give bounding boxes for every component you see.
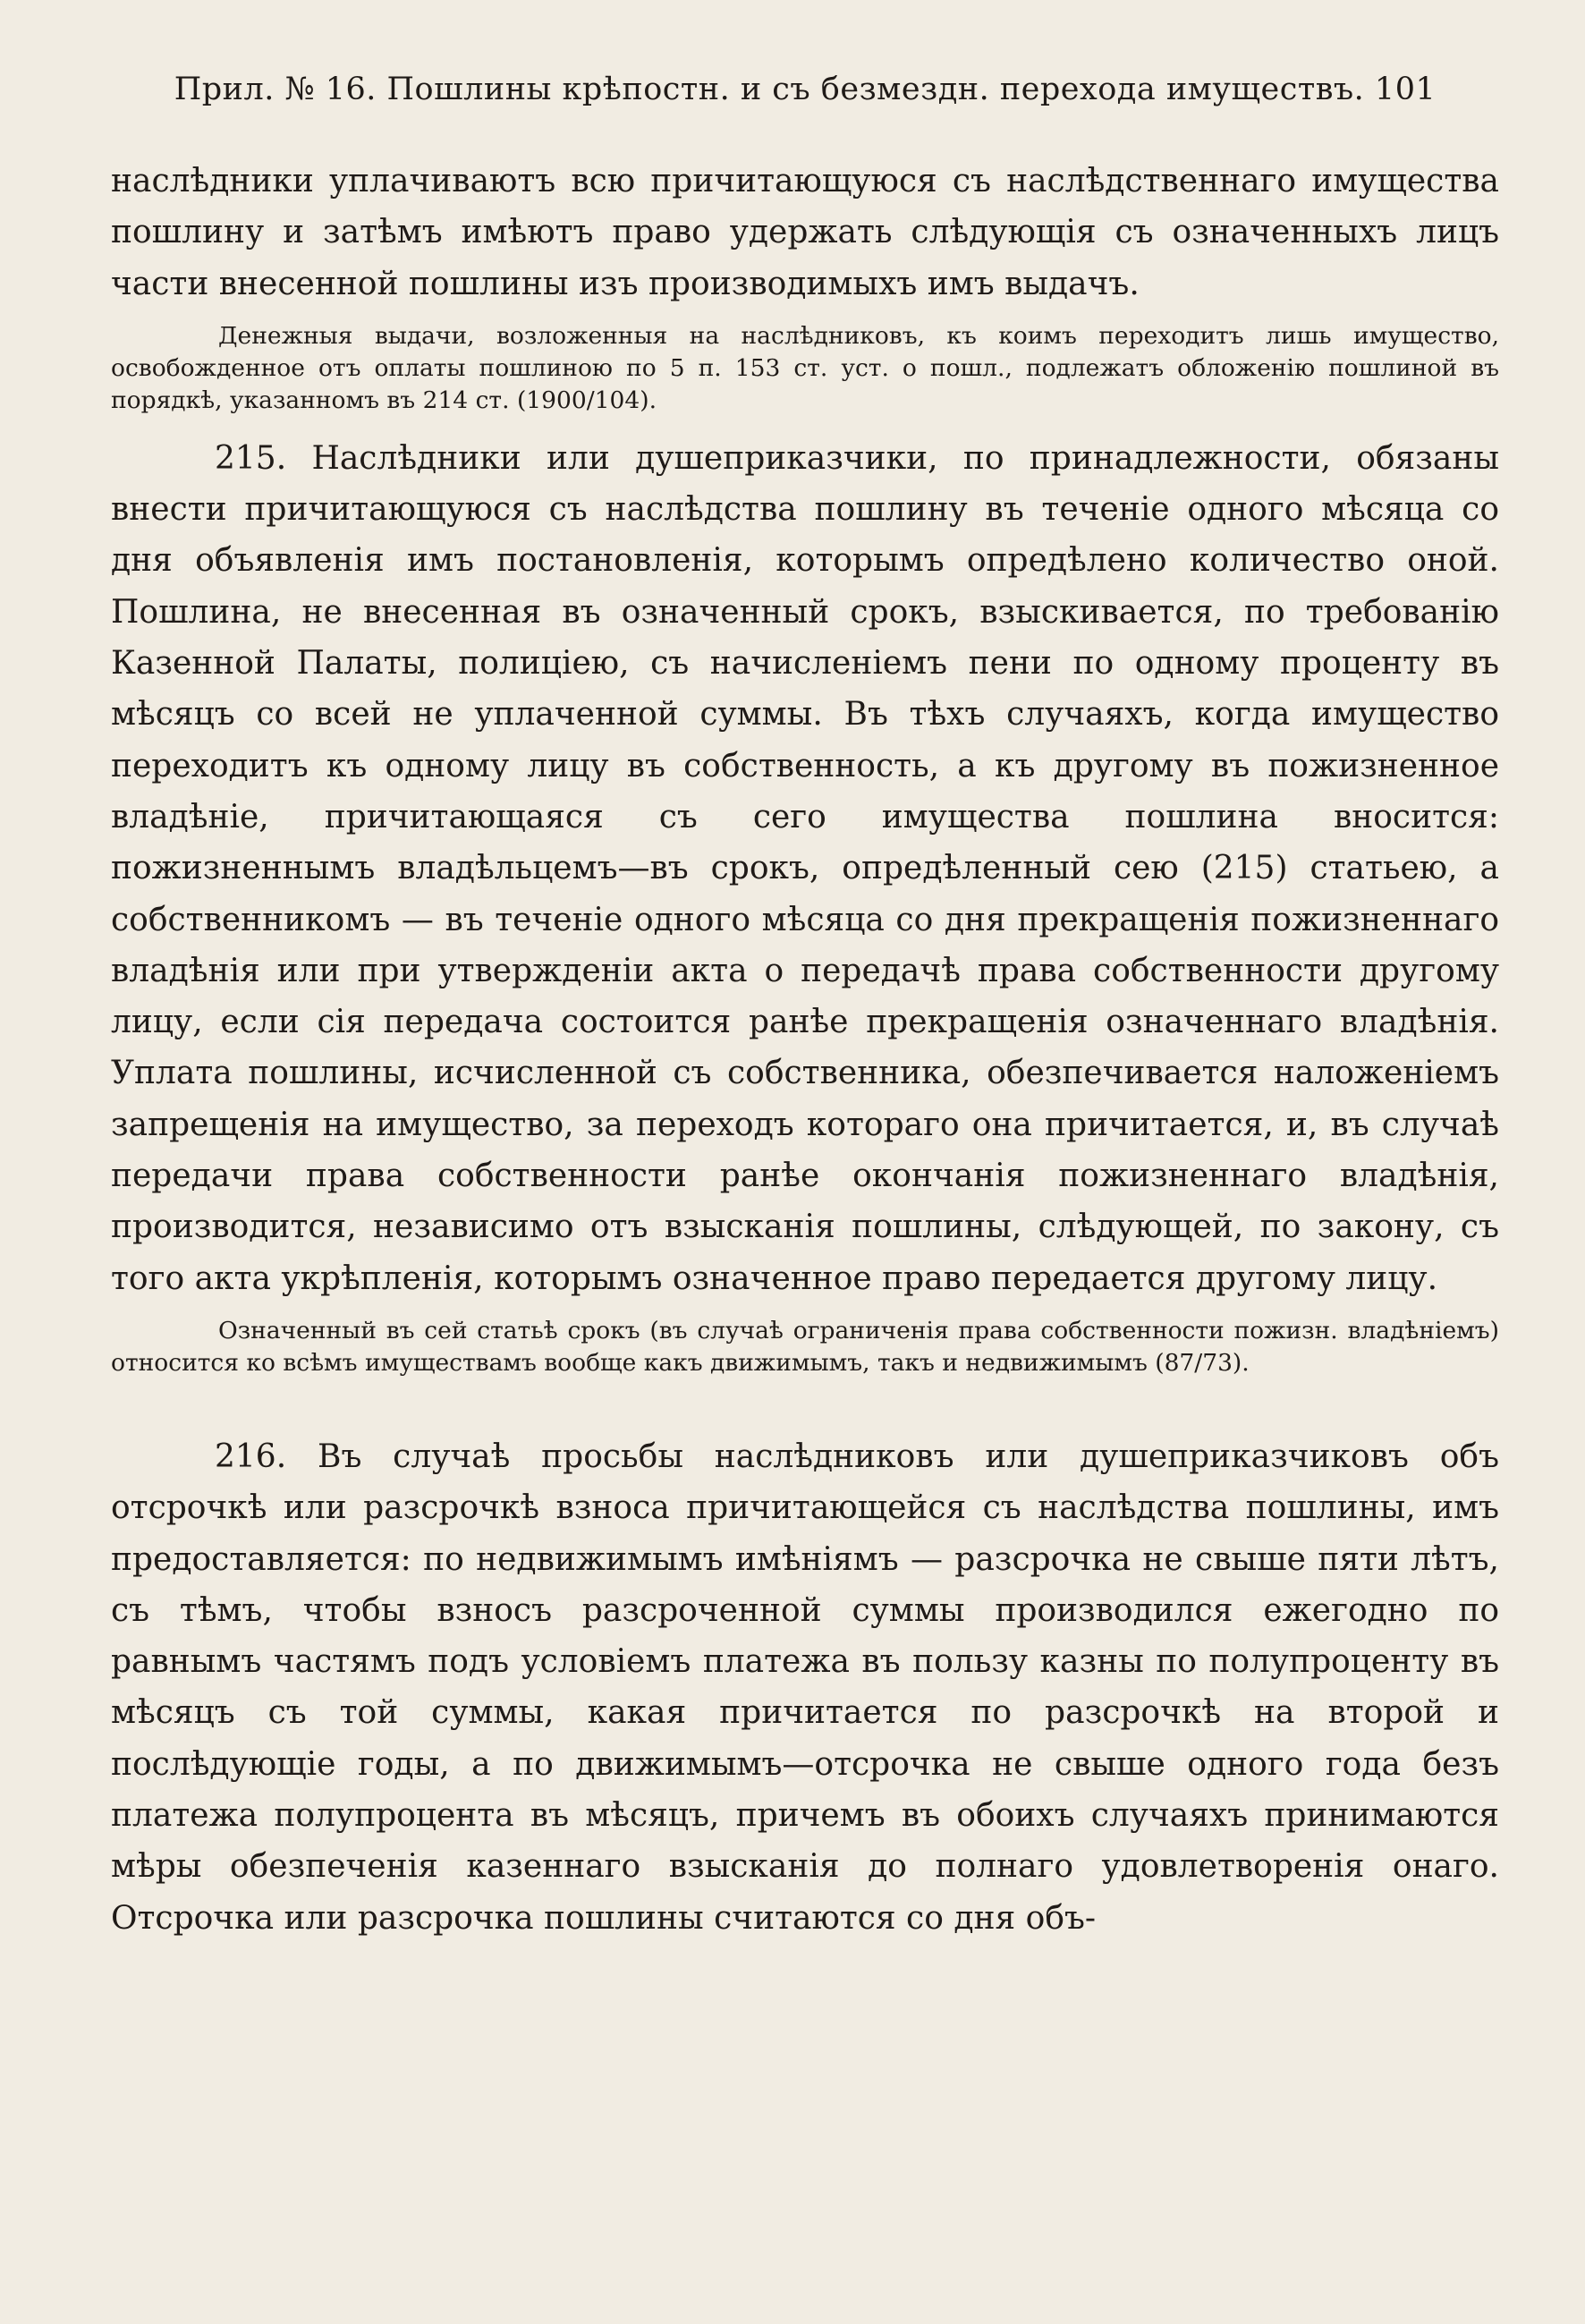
article-215-number: 215. xyxy=(215,439,287,477)
intro-paragraph: наслѣдники уплачиваютъ всю причитающуюся съ наслѣдственнаго имущества пошлину и затѣмъ имѣютъ право удержать слѣдующія съ означенныхъ лицъ части внесенной пошлины изъ производимыхъ имъ выдачъ. xyxy=(111,163,1499,302)
article-216 xyxy=(111,1431,1499,1944)
article-216-text: Въ случаѣ просьбы наслѣдниковъ или душеприказчиковъ объ отсрочкѣ или разсрочкѣ взноса причитающейся съ наслѣдства пошлины, имъ предоставляется: по недвижимымъ имѣніямъ — разсрочка не свыше пяти лѣтъ, съ тѣмъ, чтобы взносъ разсроченной суммы производился ежегодно по равнымъ частямъ подъ условіемъ платежа въ пользу казны по полупроценту въ мѣсяцъ съ той суммы, какая причитается по разсрочкѣ на второй и послѣдующіе годы, а по движимымъ—отсрочка не свыше одного года безъ платежа полупроцента въ мѣсяцъ, причемъ въ обоихъ случаяхъ принимаются мѣры обезпеченія казеннаго взысканія до полнаго удовлетворенія онаго. Отсрочка или разсрочка пошлины считаются со дня объ- xyxy=(111,1438,1499,1937)
note-1 xyxy=(111,320,1499,417)
note-1-text: Денежныя выдачи, возложенныя на наслѣдниковъ, къ коимъ переходитъ лишь имущество, освобожденное отъ оплаты пошлиною по 5 п. 153 ст. уст. о пошл., подлежатъ обложенію пошлиной въ порядкѣ, указанномъ въ 214 ст. (1900/104). xyxy=(111,321,1499,414)
running-head: Прил. № 16. Пошлины крѣпостн. и съ безмездн. перехода имуществъ. 101 xyxy=(174,72,1437,107)
article-216-number: 216. xyxy=(215,1438,287,1475)
note-2-text: Означенный въ сей статьѣ срокъ (въ случаѣ ограниченія права собственности пожизн. владѣніемъ) относится ко всѣмъ имуществамъ вообще какъ движимымъ, такъ и недвижимымъ (87/73). xyxy=(111,1316,1499,1377)
note-2 xyxy=(111,1315,1499,1379)
article-215-text: Наслѣдники или душеприказчики, по принадлежности, обязаны внести причитающуюся съ наслѣдства пошлину въ теченіе одного мѣсяца со дня объявленія имъ постановленія, которымъ опредѣлено количество оной. Пошлина, не внесенная въ означенный срокъ, взыскивается, по требованію Казенной Палаты, полиціею, съ начисленіемъ пени по одному проценту въ мѣсяцъ со всей не уплаченной суммы. Въ тѣхъ случаяхъ, когда имущество переходитъ къ одному лицу въ собственность, а къ другому въ пожизненное владѣніе, причитающаяся съ сего имущества пошлина вносится: пожизненнымъ владѣльцемъ—въ срокъ, опредѣленный сею (215) статьею, а собственникомъ — въ теченіе одного мѣсяца со дня прекращенія пожизненнаго владѣнія или при утвержденіи акта о передачѣ права собственности другому лицу, если сія передача состоится ранѣе прекращенія означеннаго владѣнія. Уплата пошлины, исчисленной съ собственника, обезпечивается наложеніемъ запрещенія на имущество, за переходъ котораго она причитается, и, въ случаѣ передачи права собственности ранѣе окончанія пожизненнаго владѣнія, производится, независимо отъ взысканія пошлины, слѣдующей, по закону, съ того акта укрѣпленія, которымъ означенное право передается другому лицу. xyxy=(111,439,1499,1297)
article-215 xyxy=(111,433,1499,1304)
